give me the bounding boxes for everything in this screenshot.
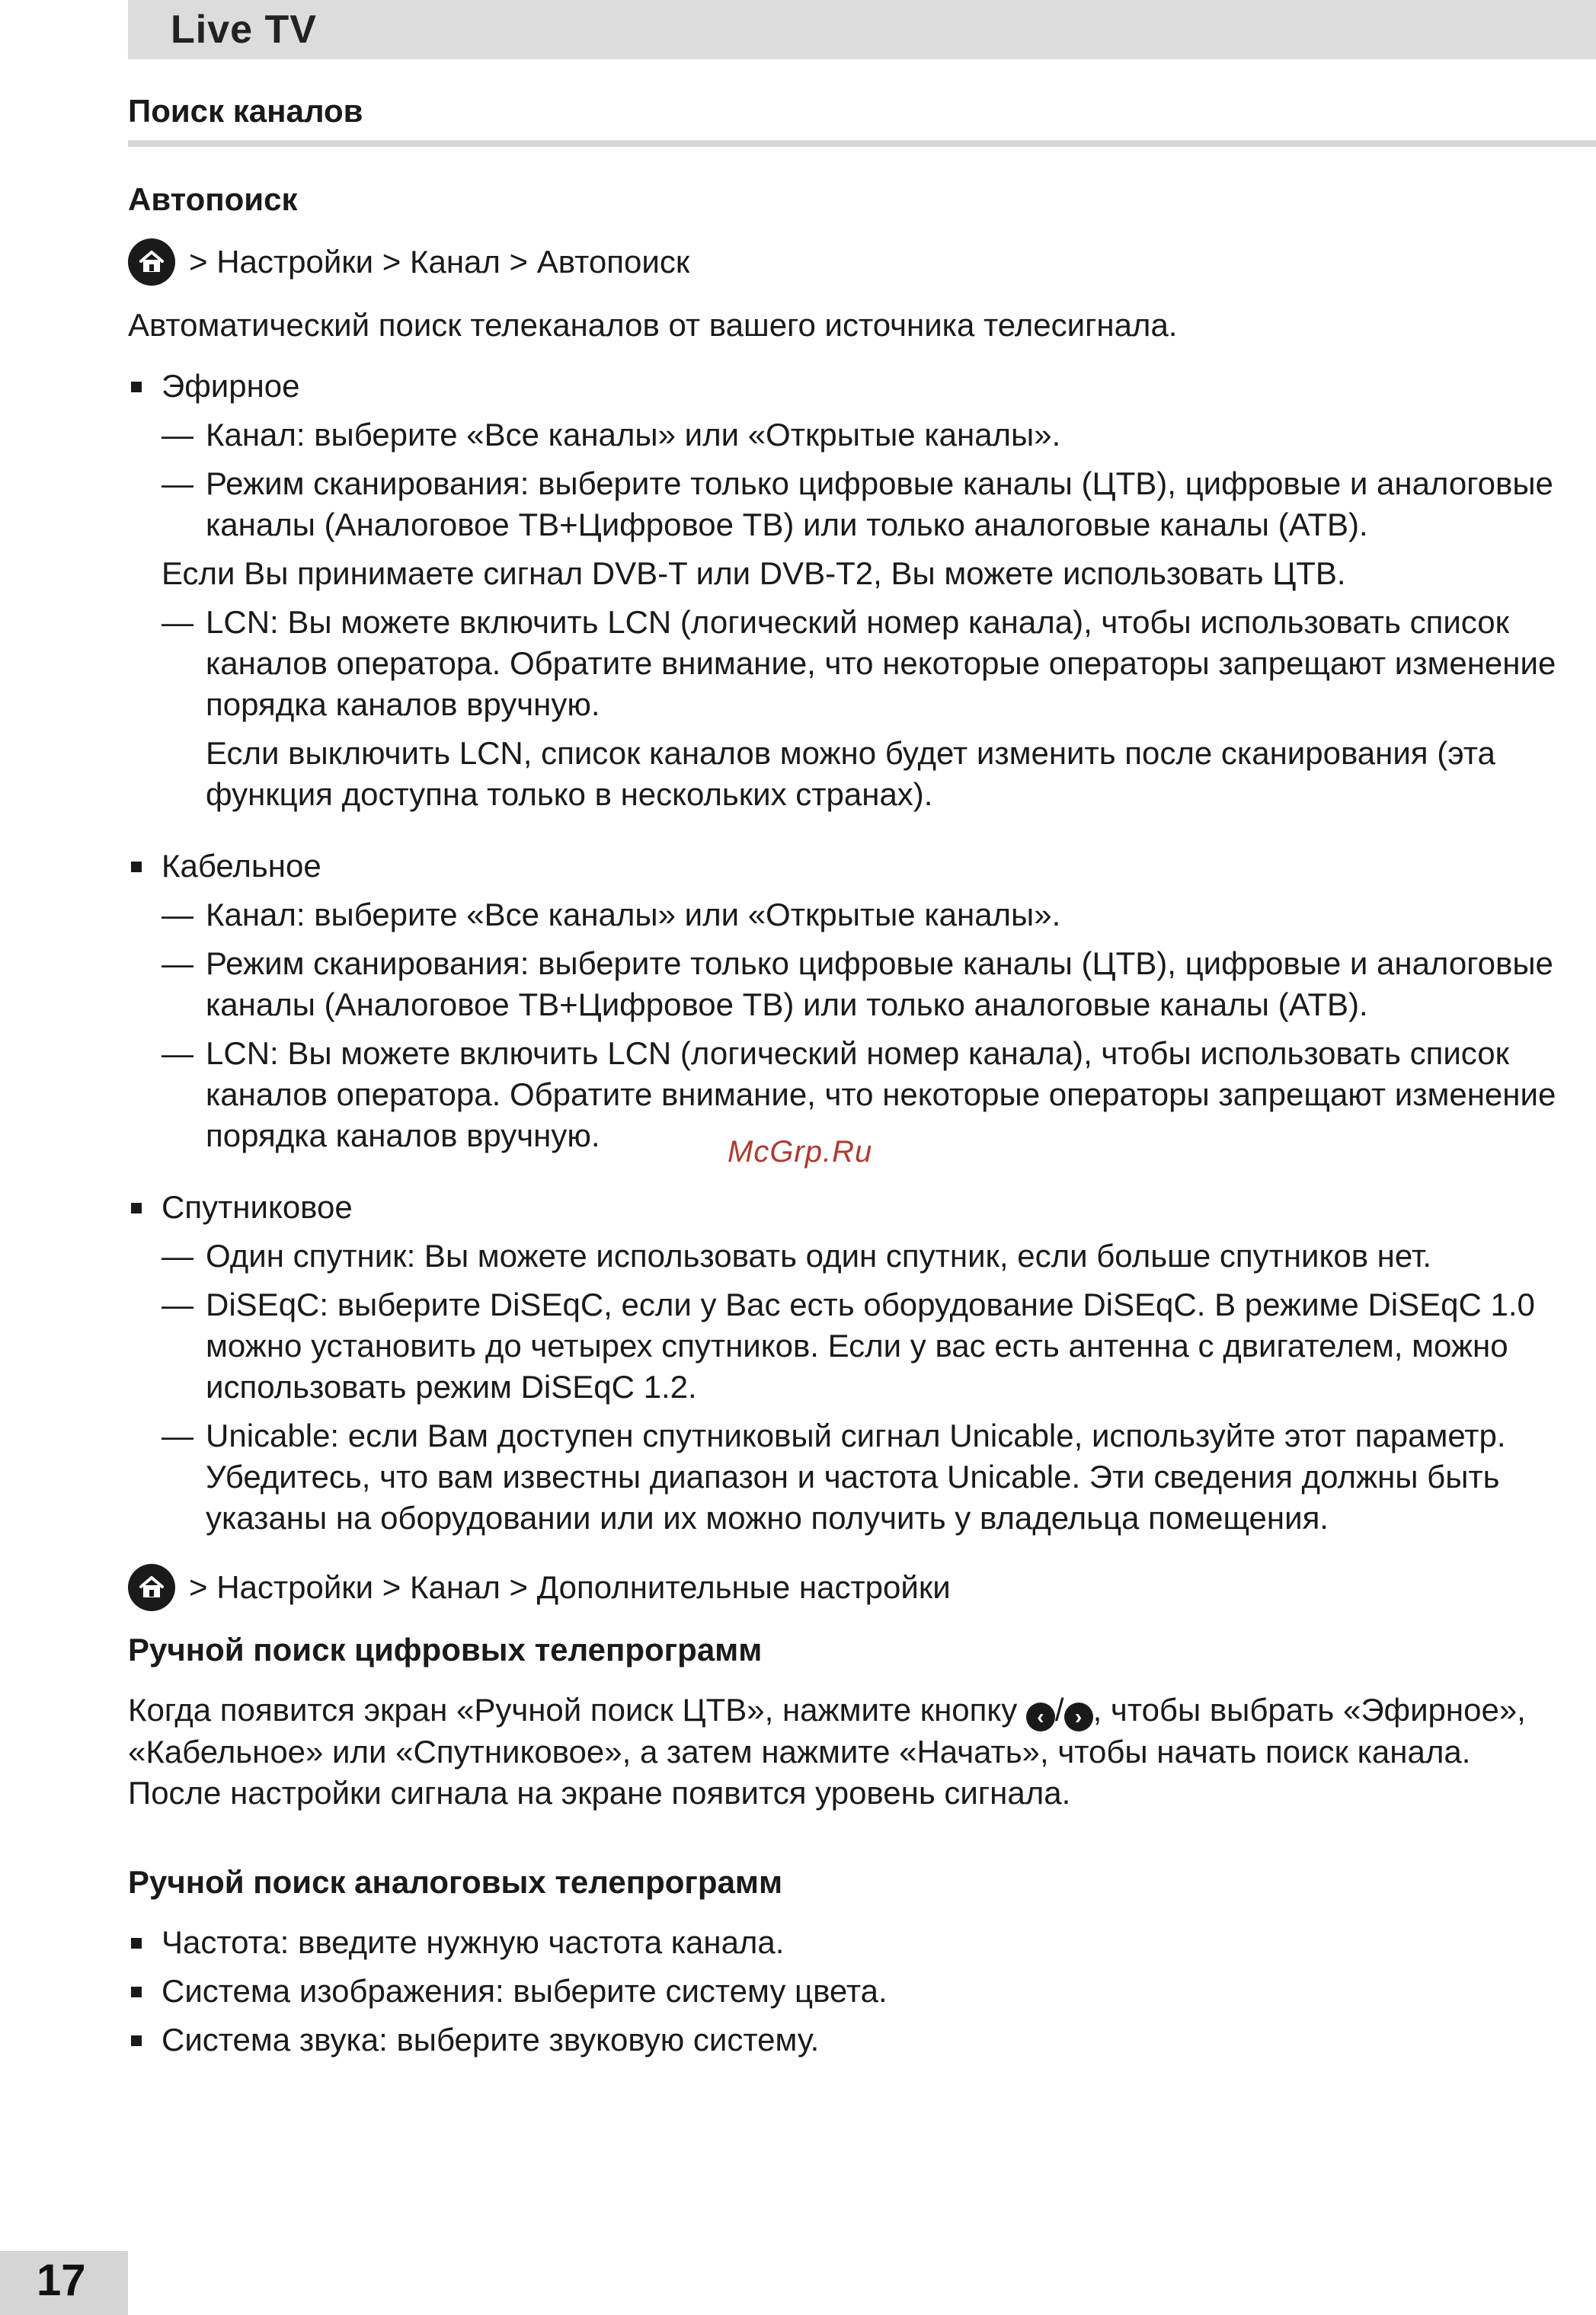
sat-unicable-line2: Убедитесь, что вам известны диапазон и частота Unicable. Эти сведения должны быть <box>206 1459 1500 1495</box>
sat-single <box>128 1236 1596 1277</box>
sat-unicable <box>128 1415 1596 1539</box>
watermark: McGrp.Ru <box>728 1135 873 1169</box>
cable-scan-line1: Режим сканирования: выберите только цифровые каналы (ЦТВ), цифровые и аналоговые <box>206 945 1553 981</box>
bullet-air: Эфирное <box>128 366 1596 407</box>
sat-diseqc-line3: использовать режим DiSEqC 1.2. <box>206 1369 697 1405</box>
dash-mark: — <box>162 1035 194 1071</box>
dash-mark: — <box>162 604 194 640</box>
air-lcn <box>128 602 1596 725</box>
air-lcn-off-line1: Если выключить LCN, список каналов можно будет изменить после сканирования (эта <box>206 735 1495 771</box>
right-arrow-icon: › <box>1064 1703 1093 1731</box>
manual-digital-line1-a: Когда появится экран «Ручной поиск ЦТВ», нажмите кнопку <box>128 1692 1026 1728</box>
air-lcn-off-note <box>128 733 1596 815</box>
sat-unicable-line3: указаны на оборудовании или их можно получить у владельца помещения. <box>206 1500 1329 1536</box>
header-title: Live TV <box>171 8 317 52</box>
dash-mark: — <box>162 417 194 452</box>
manual-digital-heading: Ручной поиск цифровых телепрограмм <box>128 1632 763 1668</box>
home-icon <box>128 238 175 286</box>
sat-diseqc-line2: можно установить до четырех спутников. Если у вас есть антенна с двигателем, можно <box>206 1328 1508 1364</box>
advanced-path-text: > Настройки > Канал > Дополнительные настройки <box>189 1569 951 1605</box>
sat-unicable-line1: Unicable: если Вам доступен спутниковый сигнал Unicable, используйте этот параметр. <box>206 1418 1506 1453</box>
air-lcn-line3: порядка каналов вручную. <box>206 686 600 722</box>
dash-mark: — <box>162 465 194 501</box>
manual-digital-line1 <box>128 1690 1596 1731</box>
cable-scan <box>128 943 1596 1025</box>
air-lcn-line1: LCN: Вы можете включить LCN (логический номер канала), чтобы использовать список <box>206 604 1509 640</box>
manual-digital-line2: «Кабельное» или «Спутниковое», а затем нажмите «Начать», чтобы начать поиск канала. <box>128 1734 1471 1770</box>
air-lcn-off-line2: функция доступна только в нескольких странах). <box>206 776 933 812</box>
manual-digital-line3: После настройки сигнала на экране появится уровень сигнала. <box>128 1775 1071 1811</box>
home-icon-glyph <box>136 1572 167 1603</box>
advanced-path <box>128 1559 1596 1616</box>
left-arrow-icon: ‹ <box>1026 1703 1055 1731</box>
page-number: 17 <box>37 2256 86 2305</box>
cable-lcn-line3: порядка каналов вручную. <box>206 1118 600 1153</box>
autosearch-heading: Автопоиск <box>128 181 298 217</box>
cable-channel <box>128 894 1596 935</box>
slash: / <box>1054 1692 1064 1728</box>
dash-mark: — <box>162 1287 194 1322</box>
home-icon-glyph <box>136 247 167 277</box>
section-title: Поиск каналов <box>128 93 363 129</box>
air-scan-line2: каналы (Аналоговое ТВ+Цифровое ТВ) или только аналоговые каналы (АТВ). <box>206 507 1368 542</box>
cable-lcn-line2: каналов оператора. Обратите внимание, что некоторые операторы запрещают изменение <box>206 1076 1556 1112</box>
dash-mark: — <box>162 1238 194 1274</box>
air-dvb-note: Если Вы принимаете сигнал DVB-T или DVB-T2, Вы можете использовать ЦТВ. <box>162 555 1346 591</box>
air-scan <box>128 463 1596 545</box>
analog-item: Система звука: выберите звуковую систему. <box>128 2019 1596 2061</box>
air-channel <box>128 414 1596 456</box>
dash-mark: — <box>162 945 194 981</box>
autosearch-description: Автоматический поиск телеканалов от вашего источника телесигнала. <box>128 307 1178 343</box>
cable-channel-text: Канал: выберите «Все каналы» или «Открытые каналы». <box>206 897 1061 932</box>
autosearch-path <box>128 233 1596 291</box>
analog-item: Частота: введите нужную частота канала. <box>128 1922 1596 1963</box>
cable-scan-line2: каналы (Аналоговое ТВ+Цифровое ТВ) или только аналоговые каналы (АТВ). <box>206 986 1368 1022</box>
air-channel-text: Канал: выберите «Все каналы» или «Открытые каналы». <box>206 417 1061 452</box>
dash-mark: — <box>162 1418 194 1453</box>
manual-digital-line1-b: , чтобы выбрать «Эфирное», <box>1092 1692 1526 1728</box>
header-bar <box>128 0 1596 59</box>
sat-single-text: Один спутник: Вы можете использовать один спутник, если больше спутников нет. <box>206 1238 1432 1274</box>
bullet-cable: Кабельное <box>128 846 1596 887</box>
dash-mark: — <box>162 897 194 932</box>
bullet-satellite: Спутниковое <box>128 1187 1596 1228</box>
sat-diseqc <box>128 1284 1596 1408</box>
manual-analog-heading: Ручной поиск аналоговых телепрограмм <box>128 1864 783 1900</box>
section-divider <box>128 140 1596 147</box>
air-lcn-line2: каналов оператора. Обратите внимание, что некоторые операторы запрещают изменение <box>206 645 1556 681</box>
air-scan-line1: Режим сканирования: выберите только цифровые каналы (ЦТВ), цифровые и аналоговые <box>206 465 1553 501</box>
sat-diseqc-line1: DiSEqC: выберите DiSEqC, если у Вас есть оборудование DiSEqC. В режиме DiSEqC 1.0 <box>206 1287 1535 1322</box>
analog-item: Система изображения: выберите систему цвета. <box>128 1971 1596 2012</box>
page-content <box>128 174 1596 2061</box>
autosearch-path-text: > Настройки > Канал > Автопоиск <box>189 244 690 280</box>
home-icon <box>128 1564 175 1611</box>
cable-lcn-line1: LCN: Вы можете включить LCN (логический номер канала), чтобы использовать список <box>206 1035 1509 1071</box>
